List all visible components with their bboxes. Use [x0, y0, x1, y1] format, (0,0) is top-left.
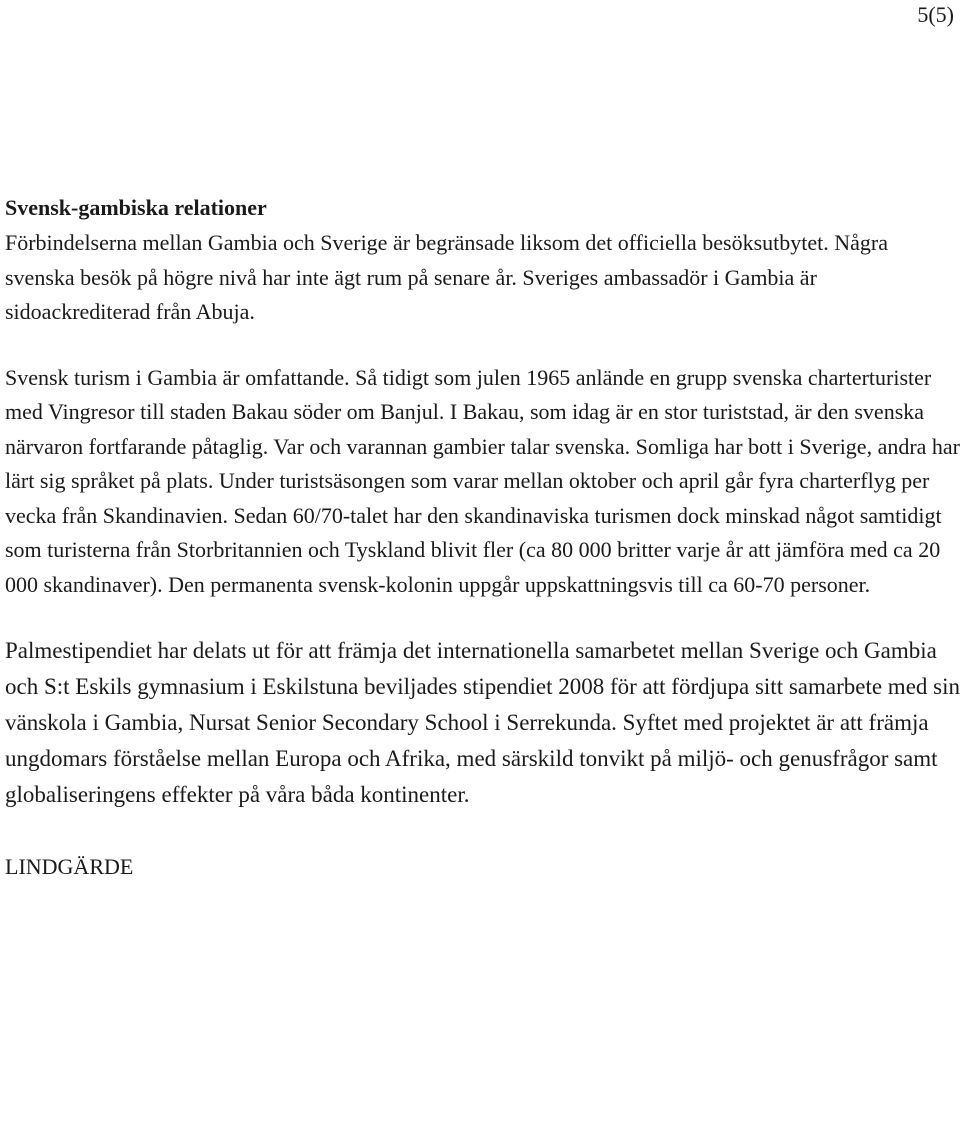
- paragraph-relations: Förbindelserna mellan Gambia och Sverige är begränsade liksom det officiella besöksutbytet. Några svenska besök på högre nivå har inte ägt rum på senare år. Sveriges ambassadör i Gambia är sidoackrediterad från Abuja.: [5, 230, 888, 324]
- page-number: 5(5): [917, 2, 954, 27]
- document-body: [5, 192, 960, 881]
- paragraph-tourism: Svensk turism i Gambia är omfattande. Så tidigt som julen 1965 anlände en grupp svenska charterturister med Vingresor till staden Bakau söder om Banjul. I Bakau, som idag är en stor turiststad, är den svenska närvaron fortfarande påtaglig. Var och varannan gambier talar svenska. Somliga har bott i Sverige, andra har lärt sig språket på plats. Under turistsäsongen som varar mellan oktober och april går fyra charterflyg per vecka från Skandinavien. Sedan 60/70-talet har den skandinaviska turismen dock minskad något samtidigt som turisterna från Storbritannien och Tyskland blivit fler (ca 80 000 britter varje år att jämföra med ca 20 000 skandinaver). Den permanenta svensk-kolonin uppgår uppskattningsvis till ca 60-70 personer.: [5, 364, 960, 597]
- paragraph-palme-scholarship: Palmestipendiet har delats ut för att främja det internationella samarbetet mellan Sverige och Gambia och S:t Eskils gymnasium i Eskilstuna beviljades stipendiet 2008 för att fördjupa sitt samarbete med sin vänskola i Gambia, Nursat Senior Secondary School i Serrekunda. Syftet med projektet är att främja ungdomars förståelse mellan Europa och Afrika, med särskild tonvikt på miljö- och genusfrågor samt globaliseringens effekter på våra båda kontinenter.: [5, 638, 960, 807]
- section-heading: Svensk-gambiska relationer: [5, 195, 267, 220]
- signature: LINDGÄRDE: [5, 854, 134, 879]
